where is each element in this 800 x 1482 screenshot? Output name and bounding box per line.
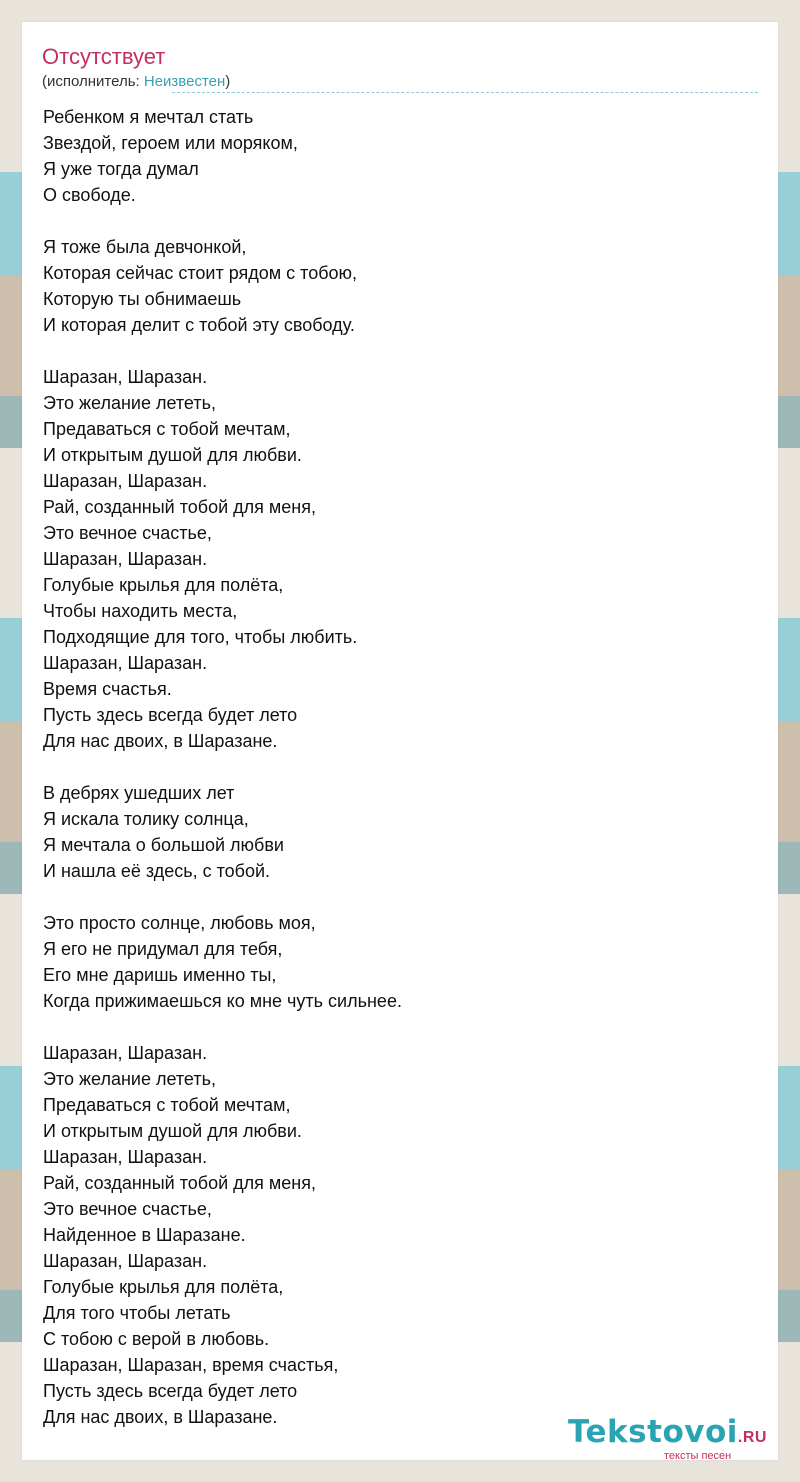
lyrics-line: Это желание лететь, — [43, 393, 216, 413]
artist-prefix: (исполнитель: — [42, 73, 144, 90]
lyrics-line: В дебрях ушедших лет — [43, 783, 235, 803]
lyrics-line: Пусть здесь всегда будет лето — [43, 1381, 298, 1401]
lyrics-line: Я его не придумал для тебя, — [43, 939, 283, 959]
lyrics-line: Предаваться с тобой мечтам, — [43, 1095, 291, 1115]
lyrics-line: И открытым душой для любви. — [43, 445, 302, 465]
lyrics-line: Подходящие для того, чтобы любить. — [43, 627, 358, 647]
lyrics-line: Которую ты обнимаешь — [43, 289, 242, 309]
lyrics-line: Время счастья. — [43, 679, 172, 699]
lyrics-line: Голубые крылья для полёта, — [43, 575, 284, 595]
stanza-break — [43, 208, 743, 234]
logo-domain: .RU — [737, 1429, 767, 1446]
lyrics-line: Я мечтала о большой любви — [43, 835, 284, 855]
lyrics-line: Это вечное счастье, — [43, 1199, 212, 1219]
stanza-break — [43, 338, 743, 364]
lyrics-text — [43, 104, 743, 1430]
lyrics-line: Это желание лететь, — [43, 1069, 216, 1089]
lyrics-line: Я тоже была девчонкой, — [43, 237, 247, 257]
lyrics-line: Его мне даришь именно ты, — [43, 965, 277, 985]
lyrics-line: Найденное в Шаразане. — [43, 1225, 246, 1245]
artist-link[interactable]: Неизвестен — [143, 73, 226, 90]
logo-main-text: Tekstovoi — [568, 1414, 738, 1450]
lyrics-line: Это вечное счастье, — [43, 523, 212, 543]
lyrics-line: Это просто солнце, любовь моя, — [43, 913, 316, 933]
lyrics-line: Которая сейчас стоит рядом с тобою, — [43, 263, 358, 283]
lyrics-card — [22, 22, 778, 1460]
lyrics-line: Пусть здесь всегда будет лето — [43, 705, 298, 725]
stanza-break — [43, 1014, 743, 1040]
lyrics-line: О свободе. — [43, 185, 136, 205]
title-divider — [172, 92, 758, 93]
site-logo[interactable] — [568, 1414, 778, 1460]
stanza-break — [43, 754, 743, 780]
lyrics-line: Шаразан, Шаразан. — [43, 1043, 208, 1063]
lyrics-line: Я искала толику солнца, — [43, 809, 249, 829]
lyrics-line: Для того чтобы летать — [43, 1303, 231, 1323]
lyrics-line: Шаразан, Шаразан, время счастья, — [43, 1355, 339, 1375]
lyrics-line: С тобою с верой в любовь. — [43, 1329, 270, 1349]
stanza-break — [43, 884, 743, 910]
lyrics-line: Для нас двоих, в Шаразане. — [43, 1407, 278, 1427]
lyrics-line: И которая делит с тобой эту свободу. — [43, 315, 355, 335]
lyrics-line: Я уже тогда думал — [43, 159, 199, 179]
lyrics-line: Когда прижимаешься ко мне чуть сильнее. — [43, 991, 402, 1011]
lyrics-line: Шаразан, Шаразан. — [43, 1251, 208, 1271]
lyrics-line: Для нас двоих, в Шаразане. — [43, 731, 278, 751]
logo-tagline: тексты песен — [664, 1450, 732, 1462]
artist-suffix: ) — [225, 73, 231, 90]
lyrics-line: Голубые крылья для полёта, — [43, 1277, 284, 1297]
lyrics-line: Рай, созданный тобой для меня, — [43, 497, 316, 517]
lyrics-line: Шаразан, Шаразан. — [43, 367, 208, 387]
lyrics-line: Звездой, героем или моряком, — [43, 133, 298, 153]
lyrics-line: Шаразан, Шаразан. — [43, 549, 208, 569]
lyrics-line: Шаразан, Шаразан. — [43, 1147, 208, 1167]
lyrics-line: И открытым душой для любви. — [43, 1121, 302, 1141]
lyrics-line: Рай, созданный тобой для меня, — [43, 1173, 316, 1193]
song-title: Отсутствует — [42, 44, 166, 69]
lyrics-line: И нашла её здесь, с тобой. — [43, 861, 271, 881]
lyrics-line: Чтобы находить места, — [43, 601, 238, 621]
lyrics-line: Шаразан, Шаразан. — [43, 653, 208, 673]
lyrics-line: Шаразан, Шаразан. — [43, 471, 208, 491]
artist-line — [42, 73, 230, 91]
lyrics-line: Предаваться с тобой мечтам, — [43, 419, 291, 439]
lyrics-line: Ребенком я мечтал стать — [43, 107, 254, 127]
